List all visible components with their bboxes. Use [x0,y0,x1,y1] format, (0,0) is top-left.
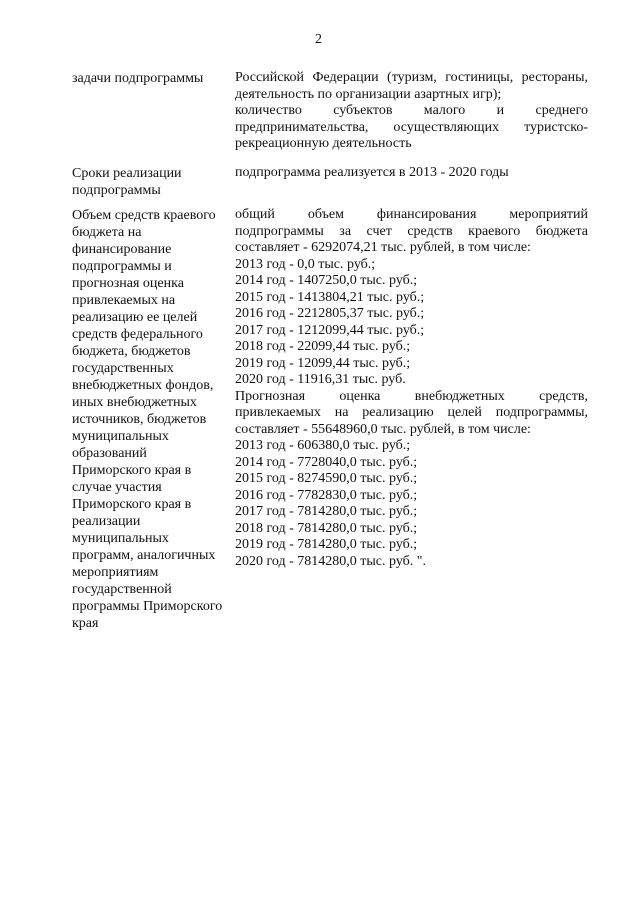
text-line: 2015 год - 1413804,21 тыс. руб.; [235,289,425,305]
label-line: бюджета, бюджетов [72,344,191,359]
label-line: подпрограммы [72,183,161,198]
text-line: деятельность по организации азартных игр); [235,86,502,102]
label-line: прогнозная оценка [72,276,184,291]
label-line: иных внебюджетных [72,395,197,410]
text-line: составляет - 55648960,0 тыс. рублей, в том числе: [235,421,531,437]
text-line: 2020 год - 7814280,0 тыс. руб. ". [235,553,426,569]
label-line: бюджета на [72,225,142,240]
row-label-funding [72,207,232,632]
text-line: подпрограммы за счет средств краевого бюджета [235,223,588,239]
text-line: 2013 год - 606380,0 тыс. руб.; [235,438,411,453]
text-line: Прогнозная оценка внебюджетных средств, [235,388,588,404]
label-line: подпрограммы и [72,259,172,274]
row-label-tasks [72,70,232,87]
text-line: подпрограмма реализуется в 2013 - 2020 годы [235,165,509,180]
label-line: муниципальных [72,429,169,444]
page-number: 2 [315,32,322,47]
text-line: общий объем финансирования мероприятий [235,207,588,222]
label-line: финансирование [72,242,172,257]
text-line: 2014 год - 1407250,0 тыс. руб.; [235,273,418,288]
label-line: государственной [72,582,172,597]
row-text-tasks [235,70,588,153]
text-line: 2018 год - 7814280,0 тыс. руб.; [235,520,418,536]
label-line: источников, бюджетов [72,412,207,427]
label-line: края [72,616,99,631]
text-line: 2020 год - 11916,31 тыс. руб. [235,372,406,387]
label-line: реализацию ее целей [72,310,198,325]
text-line: 2014 год - 7728040,0 тыс. руб.; [235,454,418,470]
row-text-funding [235,207,588,570]
label-line: случае участия [72,480,162,495]
text-line: 2019 год - 7814280,0 тыс. руб.; [235,537,418,552]
row-text-period [235,165,588,182]
text-line: привлекаемых на реализацию целей подпрограммы, [235,405,588,420]
label-line: мероприятиям [72,565,159,580]
label-line: муниципальных [72,531,169,546]
text-line: 2018 год - 22099,44 тыс. руб.; [235,339,411,354]
row-label-period [72,165,232,199]
text-line: 2016 год - 2212805,37 тыс. руб.; [235,306,425,321]
text-line: 2016 год - 7782830,0 тыс. руб.; [235,487,418,503]
label-line: образований [72,446,147,461]
text-line: 2017 год - 1212099,44 тыс. руб.; [235,322,425,338]
label-line: Сроки реализации [72,166,182,181]
label-line: Приморского края в [72,497,192,512]
text-line: количество субъектов малого и среднего [235,103,588,118]
text-line: 2013 год - 0,0 тыс. руб.; [235,256,376,272]
text-line: составляет - 6292074,21 тыс. рублей, в том числе: [235,240,531,255]
label-line: Объем средств краевого [72,208,216,223]
text-line: Российской Федерации (туризм, гостиницы, рестораны, [235,70,588,85]
text-line: 2015 год - 8274590,0 тыс. руб.; [235,471,418,486]
label-line: государственных [72,361,174,376]
label-line: Приморского края в [72,463,192,478]
text-line: 2017 год - 7814280,0 тыс. руб.; [235,504,418,519]
label-line: реализации [72,514,141,529]
label-line: внебюджетных фондов, [72,378,214,393]
text-line: рекреационную деятельность [235,136,412,151]
label-line: привлекаемых на [72,293,176,308]
label-line: программ, аналогичных [72,548,216,563]
label-line: средств федерального [72,327,203,342]
label-line: задачи подпрограммы [72,71,204,86]
label-line: программы Приморского [72,599,223,614]
text-line: предпринимательства, осуществляющих туристско- [235,119,588,135]
text-line: 2019 год - 12099,44 тыс. руб.; [235,355,411,371]
